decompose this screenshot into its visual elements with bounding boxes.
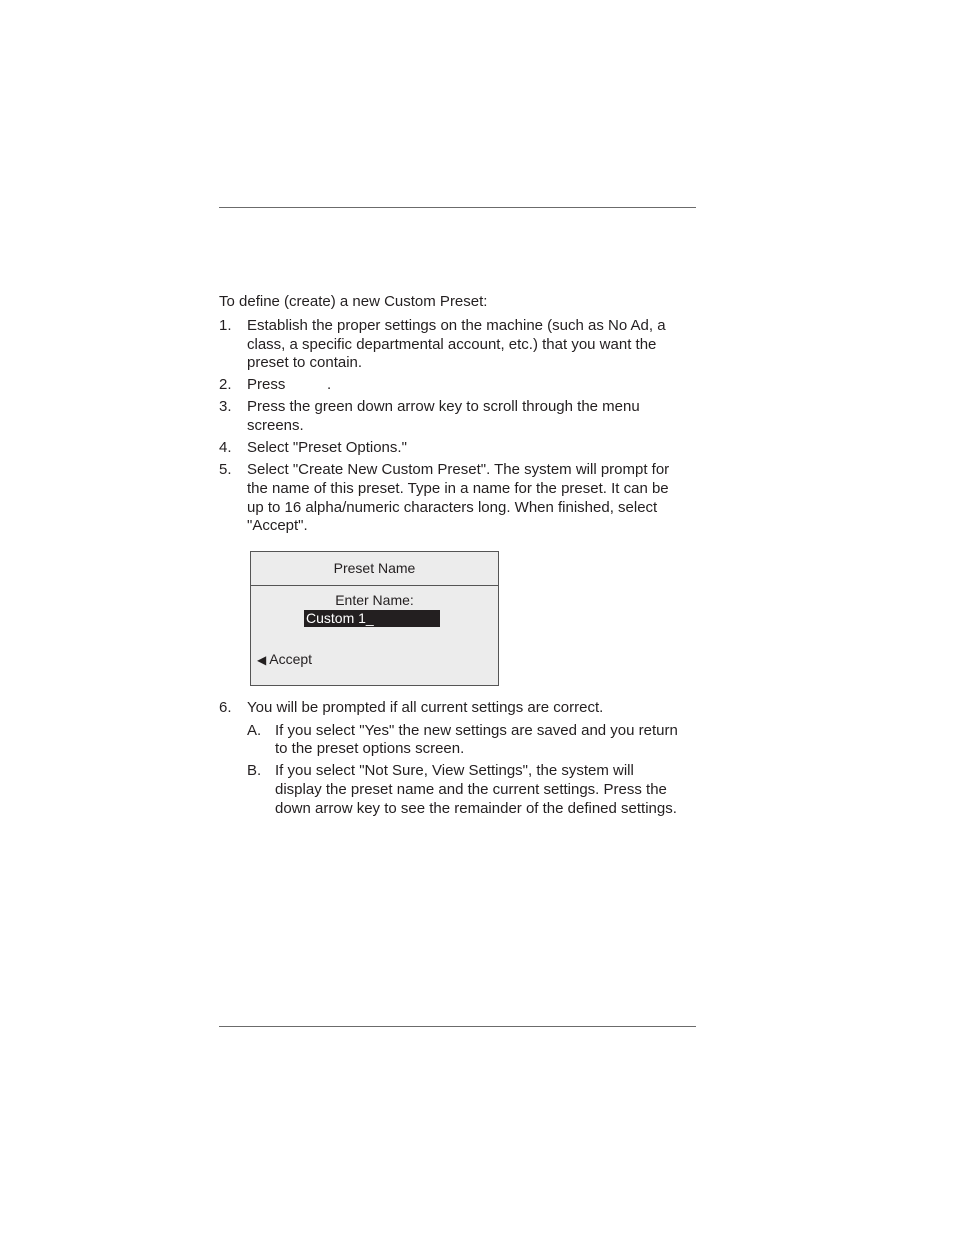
step-text-line: You will be prompted if all current settings are correct. (247, 699, 604, 716)
step-text-line: preset to contain. (247, 354, 363, 371)
step-text-line: Select "Preset Options." (247, 439, 407, 456)
step-number: 4. (219, 439, 232, 456)
step-number: 6. (219, 699, 232, 716)
step-text-line: Press . (247, 376, 332, 393)
screen-prompt: Enter Name: (335, 592, 414, 608)
accept-option[interactable] (257, 651, 312, 667)
intro-text: To define (create) a new Custom Preset: (219, 293, 488, 310)
substep-text-line: If you select "Not Sure, View Settings", the system will (275, 762, 634, 779)
substep-text-line: If you select "Yes" the new settings are saved and you return (275, 722, 678, 739)
substep-letter: A. (247, 722, 262, 739)
screen-title: Preset Name (251, 552, 498, 586)
preset-name-field[interactable]: Custom 1_ (304, 610, 440, 627)
step-text-line: screens. (247, 417, 304, 434)
substep-letter: B. (247, 762, 262, 779)
step-text-line: "Accept". (247, 517, 308, 534)
step-number: 5. (219, 461, 232, 478)
bottom-rule (219, 1026, 696, 1027)
step-number: 2. (219, 376, 232, 393)
step-text-line: Establish the proper settings on the machine (such as No Ad, a (247, 317, 666, 334)
left-triangle-icon: ◀ (257, 653, 267, 667)
top-rule (219, 207, 696, 208)
step-text-line: up to 16 alpha/numeric characters long. When finished, select (247, 499, 658, 516)
step-number: 3. (219, 398, 232, 415)
step-number: 1. (219, 317, 232, 334)
step-text-line: Press the green down arrow key to scroll through the menu (247, 398, 640, 415)
preset-name-screen (250, 551, 499, 686)
substep-text-line: display the preset name and the current settings. Press the (275, 781, 667, 798)
substep-text-line: to the preset options screen. (275, 740, 465, 757)
step-text-line: Select "Create New Custom Preset". The system will prompt for (247, 461, 670, 478)
step-text-line: the name of this preset. Type in a name for the preset. It can be (247, 480, 669, 497)
substep-text-line: down arrow key to see the remainder of the defined settings. (275, 800, 677, 817)
accept-label: Accept (269, 651, 313, 667)
step-text-line: class, a specific departmental account, etc.) that you want the (247, 336, 657, 353)
